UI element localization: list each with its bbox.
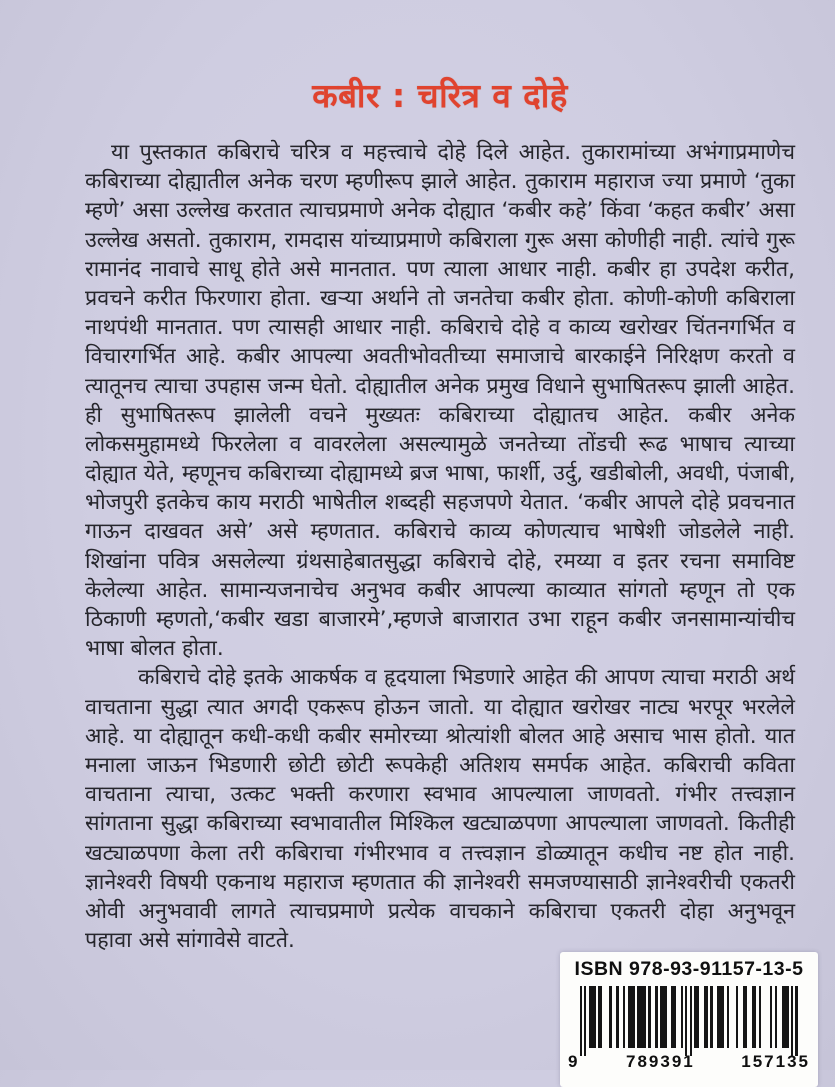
text-line: ठिकाणी म्हणतो,‘कबीर खडा बाजारमे’,म्हणजे बाजारात उभा राहून कबीर जनसामान्यांचीच bbox=[85, 607, 795, 632]
text-line: कबिराच्या दोह्यातील अनेक चरण म्हणीरूप झाले आहेत. तुकाराम महाराज ज्या प्रमाणे ‘तुका bbox=[85, 169, 795, 195]
text-line: भाषा बोलत होता. bbox=[85, 636, 224, 662]
book-title: कबीर : चरित्र व दोहे bbox=[312, 76, 568, 115]
text-line: भोजपुरी इतकेच काय मराठी भाषेतील शब्दही सहजपणे येतात. ‘कबीर आपले दोहे प्रवचनात bbox=[85, 490, 795, 516]
text-line: शिखांना पवित्र असलेल्या ग्रंथसाहेबातसुद्धा कबिराचे दोहे, रमय्या व इतर रचना समाविष्ट bbox=[85, 548, 795, 574]
isbn-label: ISBN 978-93-91157-13-5 bbox=[574, 958, 804, 980]
text-line: या पुस्तकात कबिराचे चरित्र व महत्त्वाचे दोहे दिले आहेत. तुकारामांच्या अभंगाप्रमाणेच bbox=[111, 140, 795, 165]
text-line: वाचताना त्याचा, उत्कट भक्ती करणारा स्वभाव आपल्याला जाणवतो. गंभीर तत्त्वज्ञान bbox=[85, 782, 795, 808]
barcode-digit-group-2: 157135 bbox=[741, 1052, 810, 1071]
text-line: रामानंद नावाचे साधू होते असे मानतात. पण त्याला आधार नाही. कबीर हा उपदेश करीत, bbox=[85, 256, 795, 282]
text-line: विचारगर्भित आहे. कबीर आपल्या अवतीभोवतीच्या समाजाचे बारकाईने निरिक्षण करतो व bbox=[85, 344, 795, 370]
ean13-barcode bbox=[580, 986, 799, 1056]
barcode-bar bbox=[795, 986, 797, 1056]
isbn-box bbox=[560, 952, 818, 1087]
text-line: लोकसमुहामध्ये फिरलेला व वावरलेला असल्यामुळे जनतेच्या तोंडची रूढ भाषाच त्याच्या bbox=[85, 431, 795, 457]
text-line: खट्याळपणा केला तरी कबिराचा गंभीरभाव व तत्त्वज्ञान डोळ्यातून कधीच नष्ट होत नाही. bbox=[85, 840, 795, 866]
barcode-digit-group-1: 789391 bbox=[626, 1052, 695, 1071]
text-line: ज्ञानेश्वरी विषयी एकनाथ महाराज म्हणतात की ज्ञानेश्वरी समजण्यासाठी ज्ञानेश्वरीची एकतरी bbox=[85, 869, 795, 895]
text-line: उल्लेख असतो. तुकाराम, रामदास यांच्याप्रमाणे कबिराला गुरू असा कोणीही नाही. त्यांचे गुरू bbox=[85, 227, 795, 253]
text-line: केलेल्या आहेत. सामान्यजनाचेच अनुभव कबीर आपल्या काव्यात सांगतो म्हणून तो एक bbox=[85, 577, 795, 603]
text-line: सांगताना सुद्धा कबिराच्या स्वभावातील मिश्किल खट्याळपणा आपल्याला जाणवतो. कितीही bbox=[85, 811, 795, 837]
text-line: पहावा असे सांगावेसे वाटते. bbox=[85, 928, 295, 954]
text-line: मनाला जाऊन भिडणारी छोटी छोटी रूपकेही अतिशय समर्पक आहेत. कबिराची कविता bbox=[85, 752, 795, 778]
text-line: कबिराचे दोहे इतके आकर्षक व हृदयाला भिडणारे आहेत की आपण त्याचा मराठी अर्थ bbox=[138, 665, 795, 691]
barcode-digits bbox=[568, 1052, 810, 1072]
text-line: गाऊन दाखवत असे’ असे म्हणतात. कबिराचे काव्य कोणत्याच भाषेशी जोडलेले नाही. bbox=[85, 519, 795, 545]
text-line: प्रवचने करीत फिरणारा होता. खऱ्या अर्थाने तो जनतेचा कबीर होता. कोणी-कोणी कबिराला bbox=[85, 285, 795, 311]
text-line: म्हणे’ असा उल्लेख करतात त्याचप्रमाणे अनेक दोह्यात ‘कबीर कहे’ किंवा ‘कहत कबीर’ असा bbox=[85, 198, 795, 224]
back-cover-text bbox=[85, 138, 795, 955]
paragraph-2 bbox=[85, 663, 795, 955]
paragraph-1 bbox=[85, 138, 795, 663]
text-line: ही सुभाषितरूप झालेली वचने मुख्यतः कबिराच्या दोह्यातच आहेत. कबीर अनेक bbox=[85, 402, 795, 428]
text-line: दोह्यात येते, म्हणूनच कबिराच्या दोह्यामध्ये ब्रज भाषा, फार्शी, उर्दु, खडीबोली, अवधी, पंजाबी, bbox=[85, 461, 796, 487]
barcode-digit-lead: 9 bbox=[568, 1052, 580, 1071]
text-line: वाचताना सुद्धा त्यात अगदी एकरूप होऊन जातो. या दोह्यात खरोखर नाट्य भरपूर भरलेले bbox=[85, 694, 795, 720]
text-line: त्यातूनच त्याचा उपहास जन्म घेतो. दोह्यातील अनेक प्रमुख विधाने सुभाषितरूप झाली आहेत. bbox=[85, 373, 795, 399]
text-line: नाथपंथी मानतात. पण त्यासही आधार नाही. कबिराचे दोहे व काव्य खरोखर चिंतनगर्भित व bbox=[85, 315, 795, 341]
text-line: आहे. या दोह्यातून कधी-कधी कबीर समोरच्या श्रोत्यांशी बोलत आहे असाच भास होतो. यात bbox=[85, 723, 795, 749]
text-line: ओवी अनुभवावी लागते त्याचप्रमाणे प्रत्येक वाचकाने कबिराचा एकतरी दोहा अनुभवून bbox=[85, 898, 795, 924]
